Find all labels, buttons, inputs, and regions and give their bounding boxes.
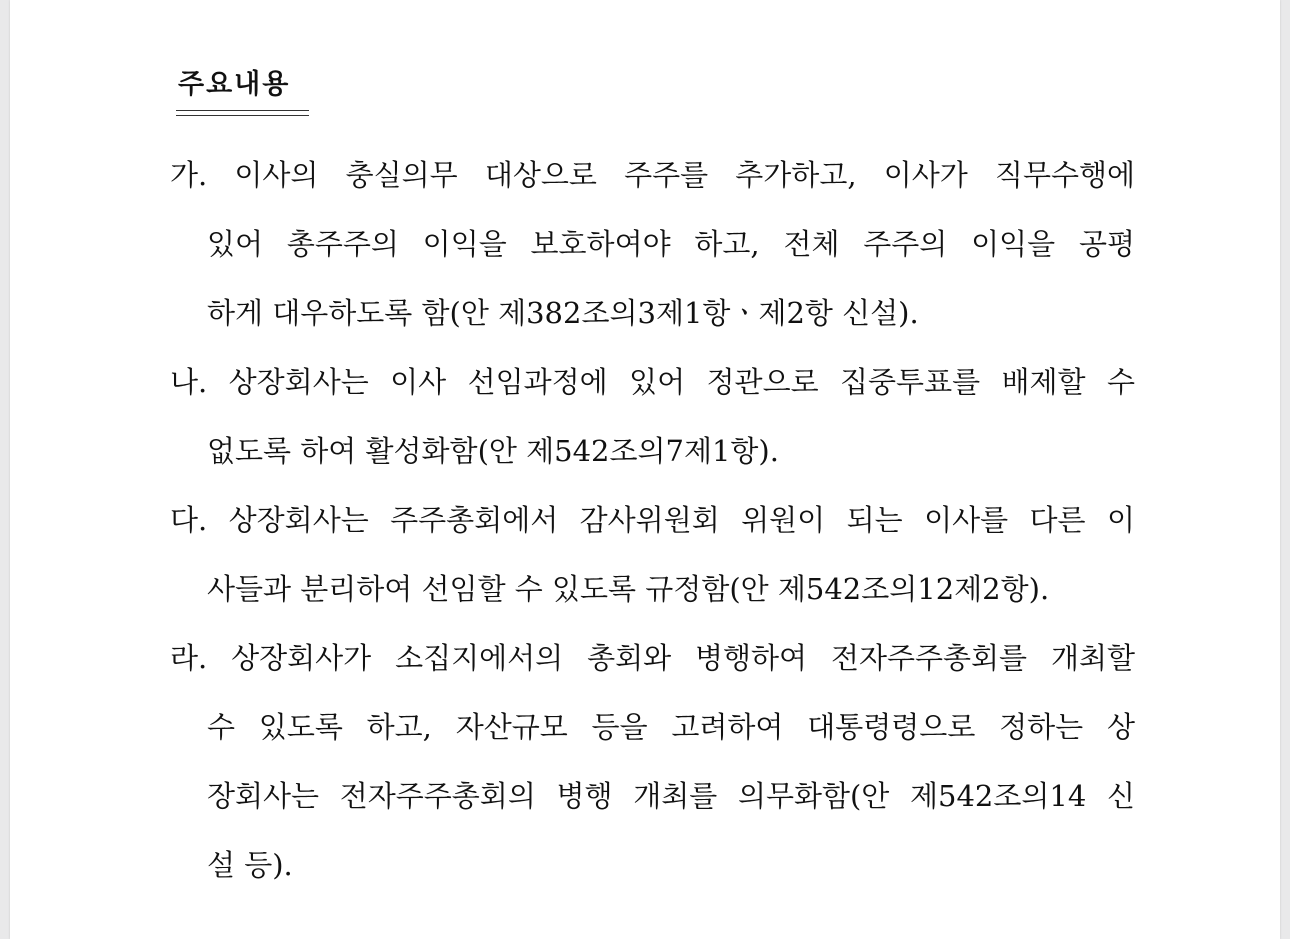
item-ga-line-1: 가. 이사의 충실의무 대상으로 주주를 추가하고, 이사가 직무수행에 [170, 158, 1135, 192]
item-ga-line-3: 하게 대우하도록 함(안 제382조의3제1항ㆍ제2항 신설). [207, 296, 919, 330]
heading-double-underline [176, 110, 309, 116]
item-na-line-1: 나. 상장회사는 이사 선임과정에 있어 정관으로 집중투표를 배제할 수 [170, 365, 1135, 399]
item-ra-line-2: 수 있도록 하고, 자산규모 등을 고려하여 대통령령으로 정하는 상 [207, 710, 1135, 744]
section-heading: 주요내용 [178, 69, 291, 100]
item-na-line-2: 없도록 하여 활성화함(안 제542조의7제1항). [207, 434, 779, 468]
item-ra-line-1: 라. 상장회사가 소집지에서의 총회와 병행하여 전자주주총회를 개최할 [170, 641, 1135, 675]
document-page [10, 0, 1280, 939]
item-ra-line-4: 설 등). [207, 848, 293, 882]
item-da-line-1: 다. 상장회사는 주주총회에서 감사위원회 위원이 되는 이사를 다른 이 [170, 503, 1135, 537]
item-da-line-2: 사들과 분리하여 선임할 수 있도록 규정함(안 제542조의12제2항). [207, 572, 1050, 606]
item-ga-line-2: 있어 총주주의 이익을 보호하여야 하고, 전체 주주의 이익을 공평 [207, 227, 1135, 261]
item-ra-line-3: 장회사는 전자주주총회의 병행 개최를 의무화함(안 제542조의14 신 [207, 779, 1135, 813]
